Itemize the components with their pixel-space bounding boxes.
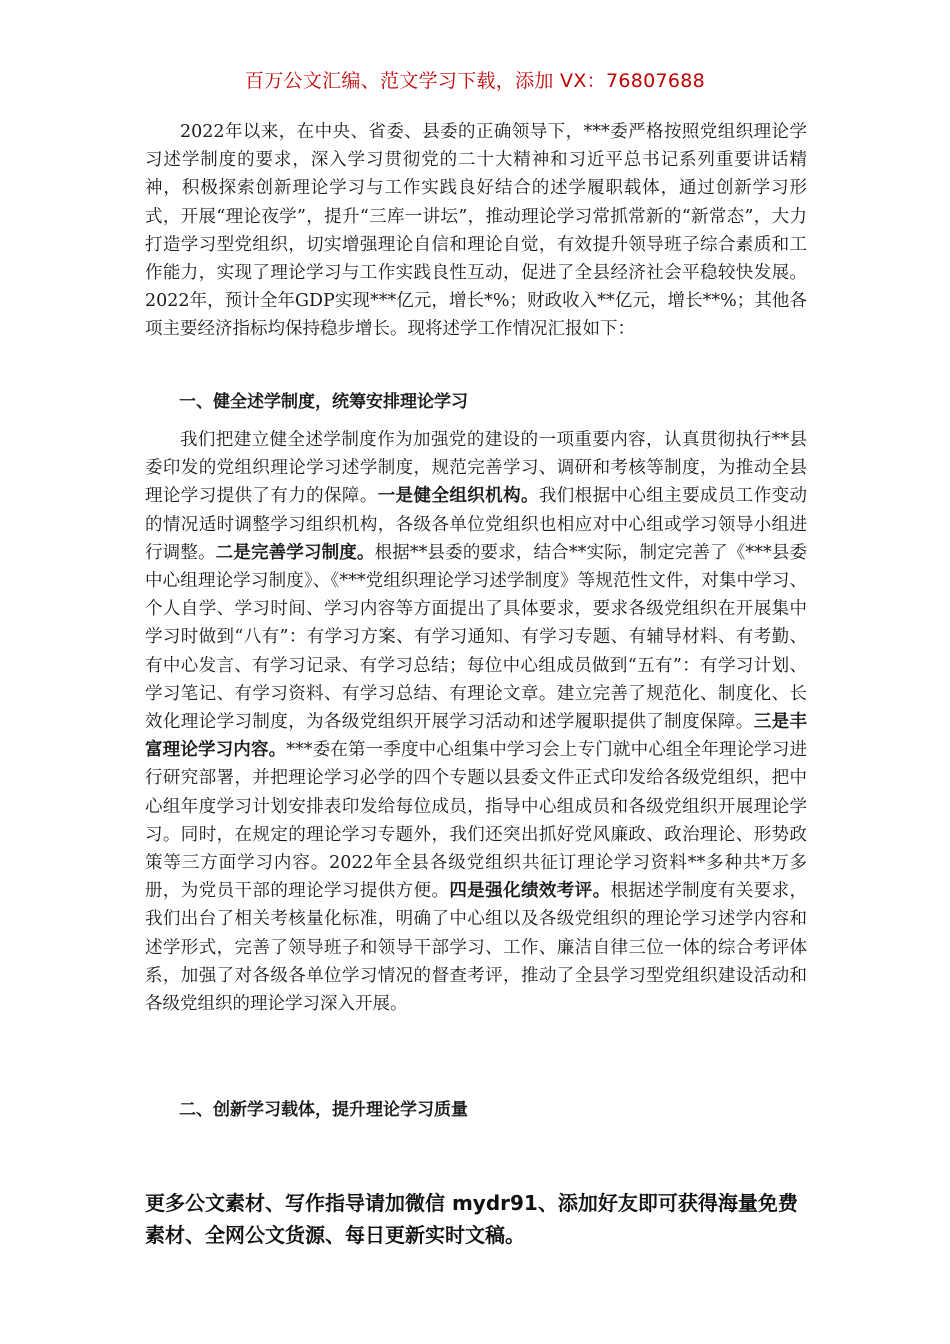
section-1-bold-1: 一是健全组织机构。 [377,486,539,507]
section-1-paragraph [145,426,807,1018]
footer-promo-text: 更多公文素材、写作指导请加微信 mydr91、添加好友即可获得海量免费素材、全网公文货源、每日更新实时文稿。 [145,1191,798,1247]
intro-paragraph: 2022年以来，在中央、省委、县委的正确领导下，***委严格按照党组织理论学习述学制度的要求，深入学习贯彻党的二十大精神和习近平总书记系列重要讲话精神，积极探索创新理论学习与工作实践良好结合的述学履职载体，通过创新学习形式，开展“理论夜学”，提升“三库一讲坛”，推动理论学习常抓常新的“新常态”，大力打造学习型党组织，切实增强理论自信和理论自觉，有效提升领导班子综合素质和工作能力，实现了理论学习与工作实践良性互动，促进了全县经济社会平稳较快发展。2022年，预计全年GDP实现***亿元，增长*%；财政收入**亿元，增长**%；其他各项主要经济指标均保持稳步增长。现将述学工作情况汇报如下： [145,122,807,340]
section-1-bold-2: 二是完善学习制度。 [215,542,375,563]
document-body [145,118,808,1120]
section-1-bold-3: 三是丰富理论学习内容。 [145,712,808,761]
section-1-bold-4: 四是强化绩效考评。 [449,881,611,902]
section-1-heading: 一、健全述学制度，统筹安排理论学习 [179,392,468,412]
section-1-text-3: 根据**县委的要求，结合**实际，制定完善了《***县委中心组理论学习制度》、《***党组织理论学习述学制度》等规范性文件，对集中学习、个人自学、学习时间、学习内容等方面提出了具体要求，要求各级党组织在开展集中学习时做到“八有”：有学习方案、有学习通知、有学习专题、有辅导材料、有考勤、有中心发言、有学习记录、有学习总结；每位中心组成员做到“五有”：有学习计划、学习笔记、有学习资料、有学习总结、有理论文章。建立完善了规范化、制度化、长效化理论学习制度，为各级党组织开展学习活动和述学履职提供了制度保障。 [145,542,808,733]
header-promo-text: 百万公文汇编、范文学习下载，添加 VX：76807688 [244,70,706,92]
section-1-text-5: 根据述学制度有关要求，我们出台了相关考核量化标准，明确了中心组以及各级党组织的理论学习述学内容和述学形式，完善了领导班子和领导干部学习、工作、廉洁自律三位一体的综合考评体系，加强了对各级各单位学习情况的督查考评，推动了全县学习型党组织建设活动和各级党组织的理论学习深入开展。 [145,881,808,1015]
section-1-text-4: ***委在第一季度中心组集中学习会上专门就中心组全年理论学习进行研究部署，并把理论学习必学的四个专题以县委文件正式印发给各级党组织，把中心组年度学习计划安排表印发给每位成员，指导中心组成员和各级党组织开展理论学习。同时，在规定的理论学习专题外，我们还突出抓好党风廉政、政治理论、形势政策等三方面学习内容。2022年全县各级党组织共征订理论学习资料**多种共*万多册，为党员干部的理论学习提供方便。 [145,740,808,902]
section-1-text-2: 我们根据中心组主要成员工作变动的情况适时调整学习组织机构，各级各单位党组织也相应对中心组或学习领导小组进行调整。 [145,486,808,563]
section-1-text-1: 我们把建立健全述学制度作为加强党的建设的一项重要内容，认真贯彻执行**县委印发的党组织理论学习述学制度，规范完善学习、调研和考核等制度，为推动全县理论学习提供了有力的保障。 [145,430,807,507]
section-2-heading: 二、创新学习载体，提升理论学习质量 [179,1100,468,1120]
